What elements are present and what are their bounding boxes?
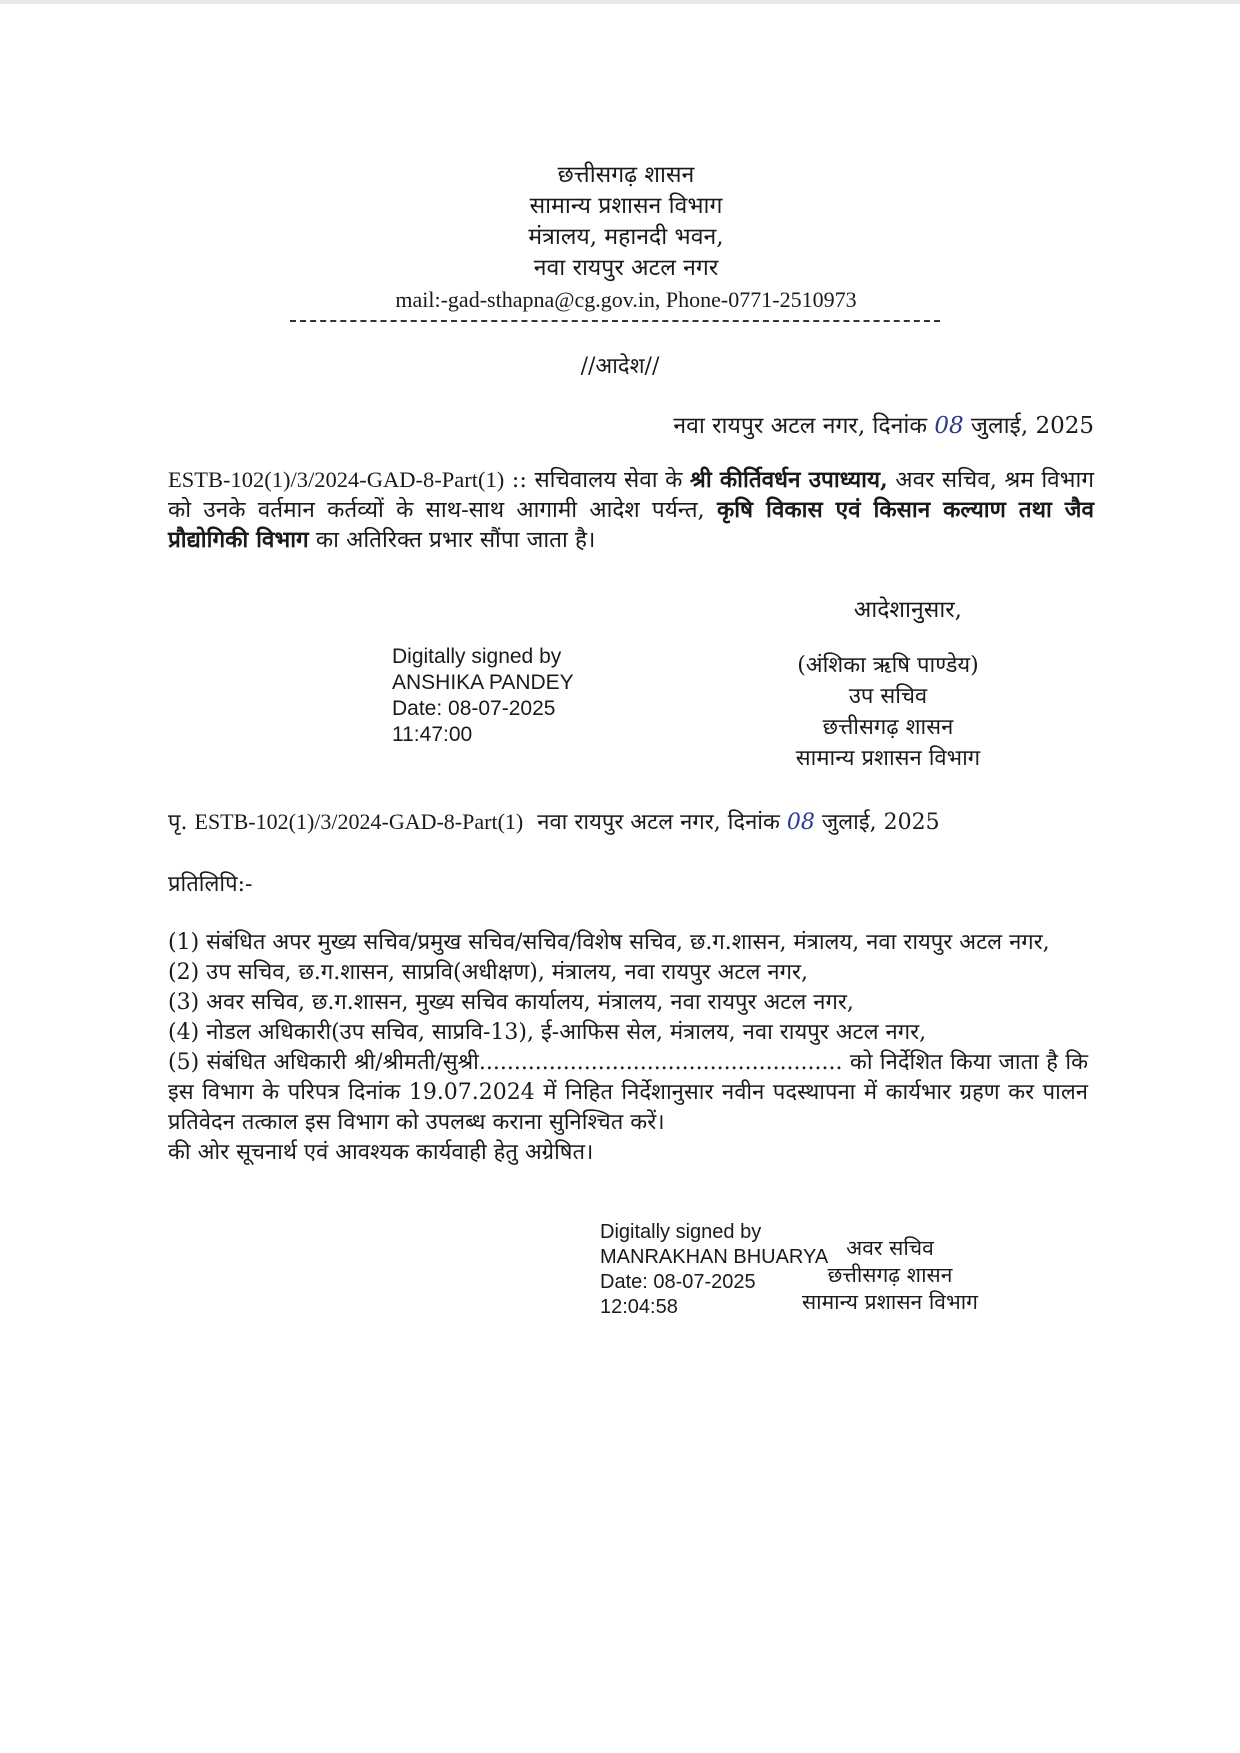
order-place-date — [673, 408, 1094, 440]
copy-item: (1) संबंधित अपर मुख्य सचिव/प्रमुख सचिव/सचिव/विशेष सचिव, छ.ग.शासन, मंत्रालय, नवा रायपुर अटल नगर, — [168, 930, 1050, 955]
endorsement-rest: जुलाई, 2025 — [821, 810, 940, 835]
dsig1-line1: Digitally signed by — [392, 645, 562, 668]
signatory-name: (अंशिका ऋषि पाण्डेय) — [797, 653, 979, 678]
copy-item: (2) उप सचिव, छ.ग.शासन, साप्रवि(अधीक्षण), मंत्रालय, नवा रायपुर अटल नगर, — [168, 960, 808, 985]
order-sep: :: — [504, 467, 535, 493]
place-date-day: 08 — [934, 413, 964, 439]
signatory-dept: सामान्य प्रशासन विभाग — [795, 746, 981, 771]
endorsement-ref-no: ESTB-102(1)/3/2024-GAD-8-Part(1) — [194, 809, 524, 834]
by-order-label: आदेशानुसार, — [853, 597, 962, 623]
order-title: //आदेश// — [580, 354, 660, 379]
letterhead — [0, 160, 1240, 315]
dsig1-signer: ANSHIKA PANDEY — [392, 671, 574, 694]
digital-signature-1 — [392, 644, 574, 748]
signatory-2-designation: अवर सचिव — [846, 1236, 934, 1260]
signatory-2-block — [770, 1235, 1010, 1316]
signatory-designation: उप सचिव — [848, 684, 928, 709]
page-top-edge — [0, 0, 1240, 4]
endorsement-prefix: पृ. — [168, 810, 188, 835]
order-text-1: सचिवालय सेवा के — [534, 467, 690, 493]
header-contact: mail:-gad-sthapna@cg.gov.in, Phone-0771-2510973 — [395, 287, 857, 312]
place-date-rest: जुलाई, 2025 — [970, 413, 1094, 439]
endorsement-day: 08 — [786, 810, 815, 835]
additional-department: कृषि विकास एवं किसान कल्याण तथा जैव प्रौद्योगिकी विभाग — [168, 497, 1094, 553]
forward-note: की ओर सूचनार्थ एवं आवश्यक कार्यवाही हेतु अग्रेषित। — [168, 1140, 594, 1165]
header-divider — [290, 320, 940, 322]
order-text-2: अवर सचिव, श्रम विभाग को उनके वर्तमान कर्तव्यों के साथ-साथ आगामी आदेश पर्यन्त, — [168, 467, 1094, 523]
endorsement-place: नवा रायपुर अटल नगर, दिनांक — [537, 810, 780, 835]
copy-item: (4) नोडल अधिकारी(उप सचिव, साप्रवि-13), ई-आफिस सेल, मंत्रालय, नवा रायपुर अटल नगर, — [168, 1020, 927, 1045]
copy-heading: प्रतिलिपि:- — [168, 872, 253, 897]
officer-name: श्री कीर्तिवर्धन उपाध्याय, — [689, 467, 888, 493]
dsig2-date: Date: 08-07-2025 — [600, 1271, 756, 1293]
header-government: छत्तीसगढ़ शासन — [557, 162, 695, 188]
place-date-prefix: नवा रायपुर अटल नगर, दिनांक — [673, 413, 928, 439]
dsig1-date: Date: 08-07-2025 — [392, 697, 556, 720]
copy-item: (3) अवर सचिव, छ.ग.शासन, मुख्य सचिव कार्यालय, मंत्रालय, नवा रायपुर अटल नगर, — [168, 990, 854, 1015]
copy-list — [168, 928, 1088, 1168]
dsig2-time: 12:04:58 — [600, 1296, 678, 1318]
dsig2-signer: MANRAKHAN BHUARYA — [600, 1246, 829, 1268]
dsig1-time: 11:47:00 — [392, 723, 473, 746]
header-building: मंत्रालय, महानदी भवन, — [528, 224, 724, 250]
signatory-block — [768, 650, 1008, 774]
dsig2-line1: Digitally signed by — [600, 1221, 762, 1243]
header-city: नवा रायपुर अटल नगर — [533, 255, 719, 281]
signatory-govt: छत्तीसगढ़ शासन — [822, 715, 954, 740]
endorsement-line — [168, 806, 940, 836]
header-department: सामान्य प्रशासन विभाग — [529, 193, 723, 219]
copy-item: (5) संबंधित अधिकारी श्री/श्रीमती/सुश्री.................................................... को निर्देशित किया जाता है कि इस विभाग के परिपत्र दिनांक 19.07.2024 में निहित निर्देशानुसार नवीन पदस्थापना में कार्यभार ग्रहण कर पालन प्रतिवेदन तत्काल इस विभाग को उपलब्ध कराना सुनिश्चित करें। — [168, 1050, 1088, 1135]
order-ref-no: ESTB-102(1)/3/2024-GAD-8-Part(1) — [168, 467, 505, 492]
signatory-2-dept: सामान्य प्रशासन विभाग — [801, 1290, 979, 1314]
order-text-3: का अतिरिक्त प्रभार सौंपा जाता है। — [308, 527, 596, 553]
signatory-2-govt: छत्तीसगढ़ शासन — [827, 1263, 953, 1287]
order-body — [168, 465, 1094, 555]
